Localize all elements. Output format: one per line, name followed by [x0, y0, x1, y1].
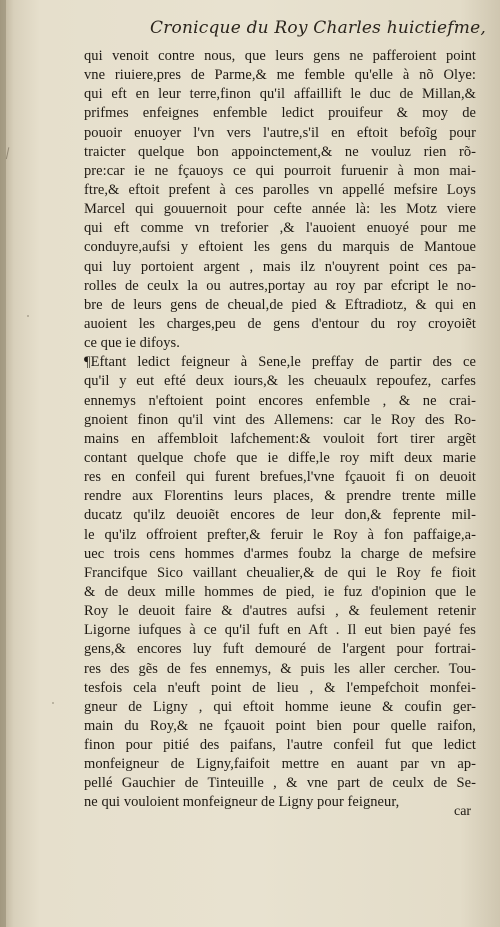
page-header [0, 18, 500, 44]
text-line: monfeigneur de Ligny,faifoit mettre en auant par vn ap- [84, 756, 476, 773]
text-line: Roy le deuoit faire & d'autres aufsi , & feulement retenir [84, 603, 476, 620]
text-line: ce que ie difoys. [84, 335, 180, 352]
text-line: ne qui vouloient monfeigneur de Ligny pour feigneur, [84, 794, 400, 811]
catchword: car [454, 804, 472, 819]
text-line: qui luy portoient argent , mais ilz n'ouyrent point ces pa- [84, 258, 476, 275]
text-line: rolles de ceulx la ou autres,portay au roy par efcript le no- [84, 277, 476, 294]
body-text [84, 47, 476, 813]
text-line: mains en affembloit lafchement:& vouloit fort tirer argẽt [84, 430, 476, 447]
paper-speck [52, 702, 54, 704]
text-line: qui eft en leur terre,finon qu'il affaillift le duc de Millan,& [84, 86, 476, 103]
text-line: traicter quelque bon appoinctement,& ne vouluz rien rõ- [84, 143, 476, 160]
paper-speck [468, 138, 470, 140]
text-line: gneur de Ligny , qui eftoit homme ieune & coufin ger- [84, 698, 476, 715]
text-line: rendre aux Florentins leurs places, & prendre trente mille [84, 488, 476, 505]
paper-speck [27, 315, 29, 317]
text-line: res des gẽs de fes ennemys, & puis les aller cercher. Tou- [84, 660, 476, 677]
text-line: qu'il y eut efté deux iours,& les cheuaulx repoufez, carfes [84, 373, 476, 390]
text-line: ftre,& eftoit prefent à ces parolles vn appellé mefsire Loys [84, 181, 476, 198]
text-line: finon pour pitié des paifans, l'autre confeil fut que ledict [84, 737, 476, 754]
text-line: prifmes enfeignes enfemble ledict prouifeur & moy de [84, 105, 476, 122]
text-line: tesfois cela n'euft point de lieu , & l'empefchoit monfei- [84, 679, 476, 696]
text-line: auoient les charges,peu de gens d'entour du roy croyoiẽt [84, 315, 476, 332]
text-line: gnoient finon qu'il vint des Allemens: car le Roy des Ro- [84, 411, 476, 428]
margin-ink-mark [6, 147, 17, 161]
text-line: pre:car ie ne fçauoys ce qui pourroit furuenir à mon mai- [84, 162, 476, 179]
text-line: gens,& encores luy fuft demouré de l'argent pour fortrai- [84, 641, 476, 658]
text-line: contant quelque chofe que ie diffe,le roy mift deux marie [84, 449, 476, 466]
text-line: vne riuiere,pres de Parme,& me femble qu'elle à nõ Olye: [84, 67, 476, 84]
text-line: ¶Eftant ledict feigneur à Sene,le preffay de partir des ce [84, 354, 476, 371]
text-line: main du Roy,& ne fçauoit point bien pour quelle raifon, [84, 717, 476, 734]
text-line: Marcel qui gouuernoit pour cefte année là: les Motz viere [84, 201, 476, 218]
text-line: Ligorne iufques à ce qu'il fuft en Aft . Il eut bien payé fes [84, 622, 476, 639]
text-line: pellé Gauchier de Tinteuille , & vne part de ceulx de Se- [84, 775, 476, 792]
text-line: & de deux mille hommes de pied, ie fuz d'opinion que le [84, 583, 476, 600]
text-line: Francifque Sico vaillant cheualier,& de qui le Roy fe fioit [84, 564, 476, 581]
text-line: uec trois cens hommes d'armes foubz la charge de mefsire [84, 545, 476, 562]
running-title: Cronicque du Roy Charles huictiefme, [150, 18, 486, 38]
text-line: ennemys n'eftoient point encores enfemble , & ne crai- [84, 392, 476, 409]
text-line: qui eft comme vn treforier ,& l'auoient enuoyé pour me [84, 220, 476, 237]
text-line: qui venoit contre nous, que leurs gens ne pafferoient point [84, 48, 476, 64]
text-line: pouoir enuoyer l'vn vers l'autre,s'il en eftoit befoĩg pour [84, 124, 476, 141]
page-gutter-shadow [0, 0, 6, 927]
text-line: conduyre,aufsi y eftoient les gens du marquis de Mantoue [84, 239, 476, 256]
text-line: res en confeil qui furent brefues,l'vne fçauoit fi on deuoit [84, 469, 476, 486]
text-line: bre de leurs gens de cheual,de pied & Eftradiotz, & qui en [84, 296, 476, 313]
text-line: le qu'ilz offroient prefter,& feruir le Roy à fon paffaige,a- [84, 526, 476, 543]
text-line: ducatz qu'ilz deuoiẽt encores de leur don,& feprente mil- [84, 507, 476, 524]
